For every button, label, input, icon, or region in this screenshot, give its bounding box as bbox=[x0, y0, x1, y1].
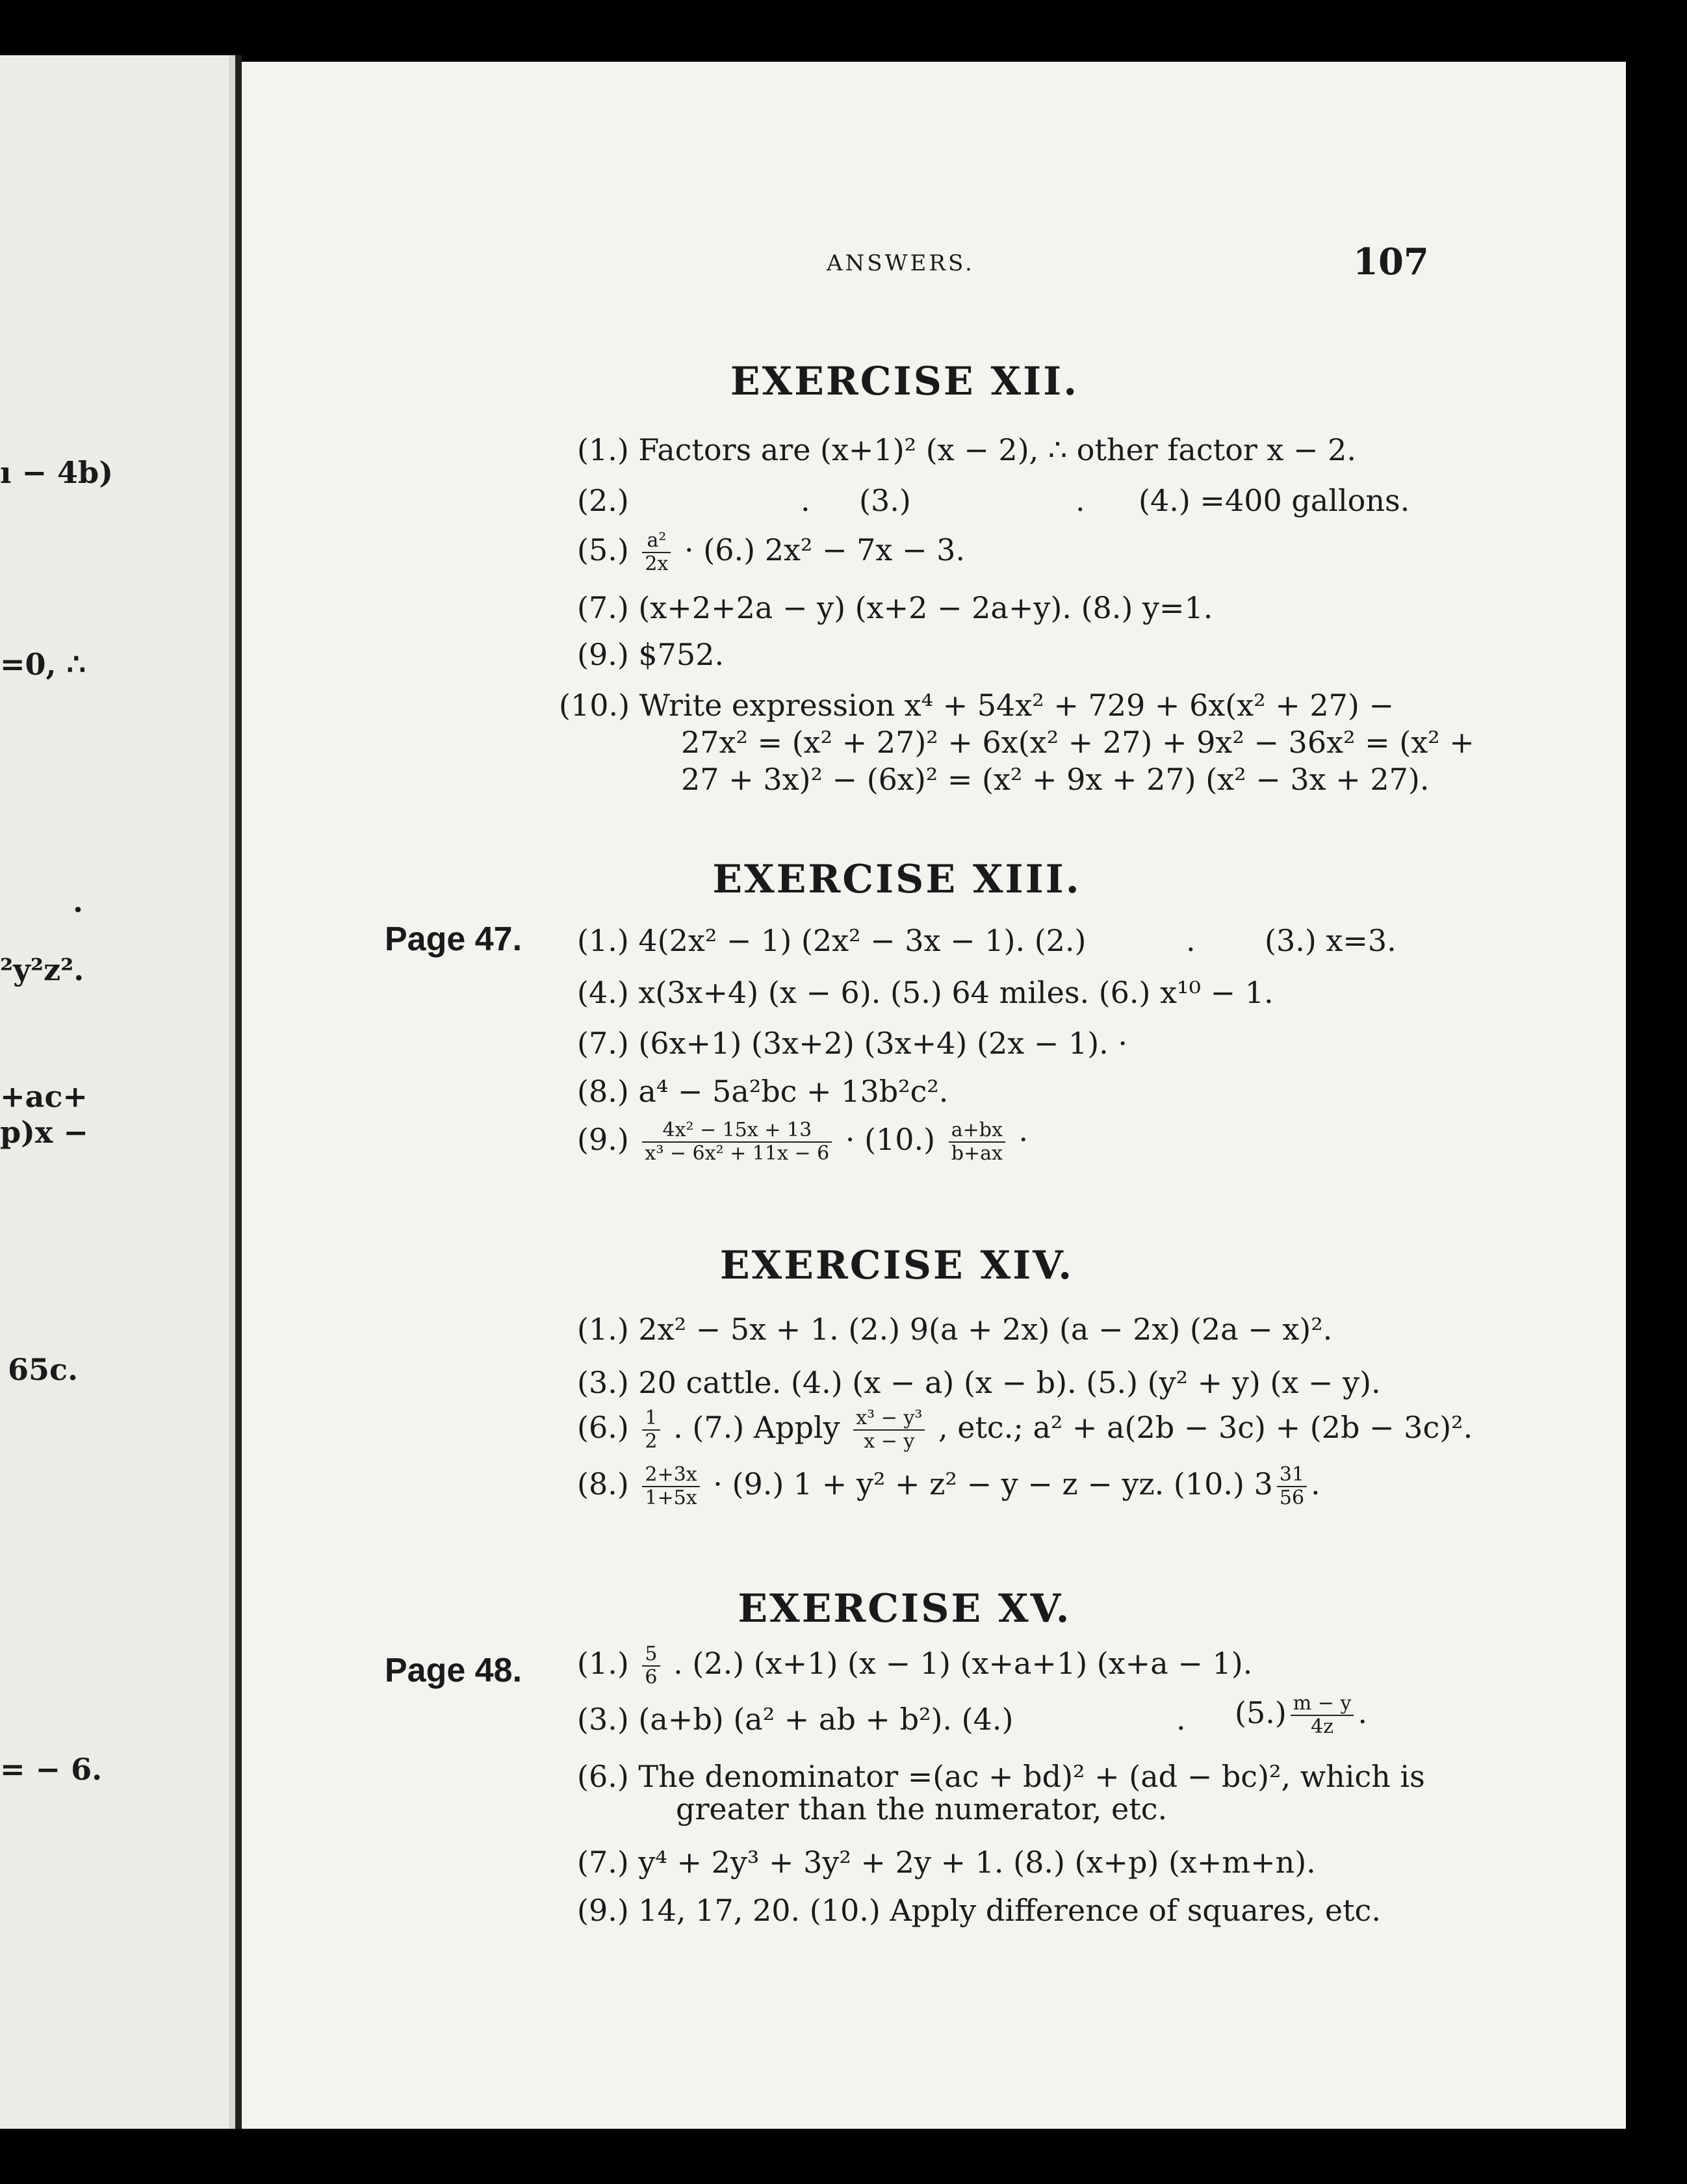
answer-dot: . bbox=[801, 483, 810, 518]
answer-line: 27 + 3x)² − (6x)² = (x² + 9x + 27) (x² − 3x + 27). bbox=[681, 762, 1430, 797]
answer-text: . bbox=[1358, 1695, 1368, 1730]
answer-line: (1.) 2x² − 5x + 1. (2.) 9(a + 2x) (a − 2x) (2a − x)². bbox=[577, 1312, 1333, 1347]
fraction bbox=[949, 1119, 1005, 1165]
answer-line bbox=[577, 1643, 1252, 1689]
answer-number: (8.) bbox=[577, 1466, 629, 1502]
answer-line: (4.) x(3x+4) (x − 6). (5.) 64 miles. (6.) x¹⁰ − 1. bbox=[577, 975, 1274, 1010]
answer-line: 27x² = (x² + 27)² + 6x(x² + 27) + 9x² − 36x² = (x² + bbox=[681, 725, 1475, 760]
numerator: 31 bbox=[1277, 1464, 1307, 1487]
denominator: 2x bbox=[645, 552, 669, 575]
answer-dot: . bbox=[1176, 1702, 1186, 1737]
exercise-title: EXERCISE XIV. bbox=[719, 1243, 1074, 1288]
numerator: 2+3x bbox=[642, 1464, 699, 1487]
fraction bbox=[642, 1464, 699, 1509]
answer-line: (3.) 20 cattle. (4.) (x − a) (x − b). (5.) (y² + y) (x − y). bbox=[577, 1365, 1381, 1400]
left-fragment: p)x − bbox=[0, 1115, 88, 1150]
answer-number: (1.) bbox=[577, 1646, 629, 1681]
answer-line: (9.) 14, 17, 20. (10.) Apply difference of squares, etc. bbox=[577, 1893, 1381, 1928]
fraction bbox=[853, 1407, 925, 1453]
answer-text: (4.) =400 gallons. bbox=[1139, 483, 1410, 518]
answer-number: (5.) bbox=[577, 532, 629, 567]
denominator: 4z bbox=[1311, 1715, 1334, 1738]
answer-dot: . bbox=[1186, 923, 1196, 958]
numerator: a² bbox=[642, 530, 671, 553]
fraction bbox=[642, 1407, 660, 1453]
answer-text: . (2.) (x+1) (x − 1) (x+a+1) (x+a − 1). bbox=[673, 1646, 1253, 1681]
answer-line: (1.) Factors are (x+1)² (x − 2), ∴ other factor x − 2. bbox=[577, 432, 1357, 467]
answer-line bbox=[577, 1407, 1473, 1453]
left-fragment: 65c. bbox=[8, 1352, 79, 1387]
answer-line: (8.) a⁴ − 5a²bc + 13b²c². bbox=[577, 1074, 949, 1109]
numerator: 1 bbox=[642, 1407, 660, 1431]
exercise-title: EXERCISE XII. bbox=[730, 359, 1079, 404]
numerator: 4x² − 15x + 13 bbox=[642, 1119, 832, 1143]
answer-line: greater than the numerator, etc. bbox=[676, 1791, 1168, 1826]
answer-text: · (6.) 2x² − 7x − 3. bbox=[684, 532, 966, 567]
denominator: 1+5x bbox=[645, 1487, 697, 1509]
denominator: x³ − 6x² + 11x − 6 bbox=[645, 1142, 830, 1165]
left-fragment: ²y²z². bbox=[0, 952, 84, 987]
numerator: m − y bbox=[1291, 1693, 1354, 1716]
numerator: 5 bbox=[642, 1643, 660, 1667]
left-fragment: +ac+ bbox=[0, 1079, 88, 1114]
fraction bbox=[1277, 1464, 1307, 1509]
answer-line: (6.) The denominator =(ac + bd)² + (ad − bc)², which is bbox=[577, 1759, 1425, 1794]
left-fragment: . bbox=[73, 884, 84, 919]
answer-line: (9.) $752. bbox=[577, 637, 725, 672]
answer-line bbox=[577, 1464, 1320, 1509]
binding-line bbox=[235, 55, 242, 2129]
answer-fraction-group bbox=[1235, 1693, 1367, 1738]
answer-line bbox=[577, 1119, 1028, 1165]
answer-line: (7.) (x+2+2a − y) (x+2 − 2a+y). (8.) y=1. bbox=[577, 590, 1213, 625]
answer-line bbox=[577, 530, 965, 575]
denominator: x − y bbox=[864, 1430, 915, 1453]
answer-number: (2.) bbox=[577, 483, 629, 518]
answer-text: (1.) 4(2x² − 1) (2x² − 3x − 1). (2.) bbox=[577, 923, 1087, 958]
answer-text: , etc.; a² + a(2b − 3c) + (2b − 3c)². bbox=[938, 1410, 1473, 1445]
page-number: 107 bbox=[1353, 240, 1429, 283]
denominator: b+ax bbox=[951, 1142, 1003, 1165]
answer-line: (10.) Write expression x⁴ + 54x² + 729 + 6x(x² + 27) − bbox=[559, 688, 1395, 723]
fraction bbox=[642, 530, 671, 575]
denominator: 2 bbox=[645, 1430, 658, 1453]
answer-text: . bbox=[1311, 1466, 1320, 1502]
left-fragment: = − 6. bbox=[0, 1752, 103, 1787]
answer-line: (7.) y⁴ + 2y³ + 3y² + 2y + 1. (8.) (x+p) (x+m+n). bbox=[577, 1845, 1316, 1880]
fraction bbox=[642, 1119, 832, 1165]
denominator: 56 bbox=[1279, 1487, 1305, 1509]
page-reference: Page 47. bbox=[385, 920, 522, 958]
answer-dot: . bbox=[1075, 483, 1085, 518]
numerator: a+bx bbox=[949, 1119, 1005, 1143]
answer-text: · (10.) bbox=[845, 1122, 936, 1157]
answer-text: · (9.) 1 + y² + z² − y − z − yz. (10.) 3 bbox=[713, 1466, 1273, 1502]
answer-text: (3.) x=3. bbox=[1265, 923, 1397, 958]
numerator: x³ − y³ bbox=[853, 1407, 925, 1431]
answer-text: (3.) (a+b) (a² + ab + b²). (4.) bbox=[577, 1702, 1014, 1737]
page-reference: Page 48. bbox=[385, 1652, 522, 1689]
answer-number: (6.) bbox=[577, 1410, 629, 1445]
running-head: ANSWERS. bbox=[827, 250, 975, 276]
answer-line: (7.) (6x+1) (3x+2) (3x+4) (2x − 1). · bbox=[577, 1026, 1128, 1061]
left-fragment: ı − 4b) bbox=[0, 455, 113, 490]
denominator: 6 bbox=[645, 1666, 658, 1689]
answer-number: (9.) bbox=[577, 1122, 629, 1157]
exercise-title: EXERCISE XIII. bbox=[712, 857, 1081, 902]
answer-text: · bbox=[1018, 1122, 1029, 1157]
answer-number: (5.) bbox=[1235, 1695, 1287, 1730]
fraction bbox=[642, 1643, 660, 1689]
exercise-title: EXERCISE XV. bbox=[738, 1586, 1072, 1632]
fraction bbox=[1291, 1693, 1354, 1738]
answer-number: (3.) bbox=[859, 483, 911, 518]
answer-text: . (7.) Apply bbox=[673, 1410, 840, 1445]
left-fragment: =0, ∴ bbox=[0, 647, 86, 682]
